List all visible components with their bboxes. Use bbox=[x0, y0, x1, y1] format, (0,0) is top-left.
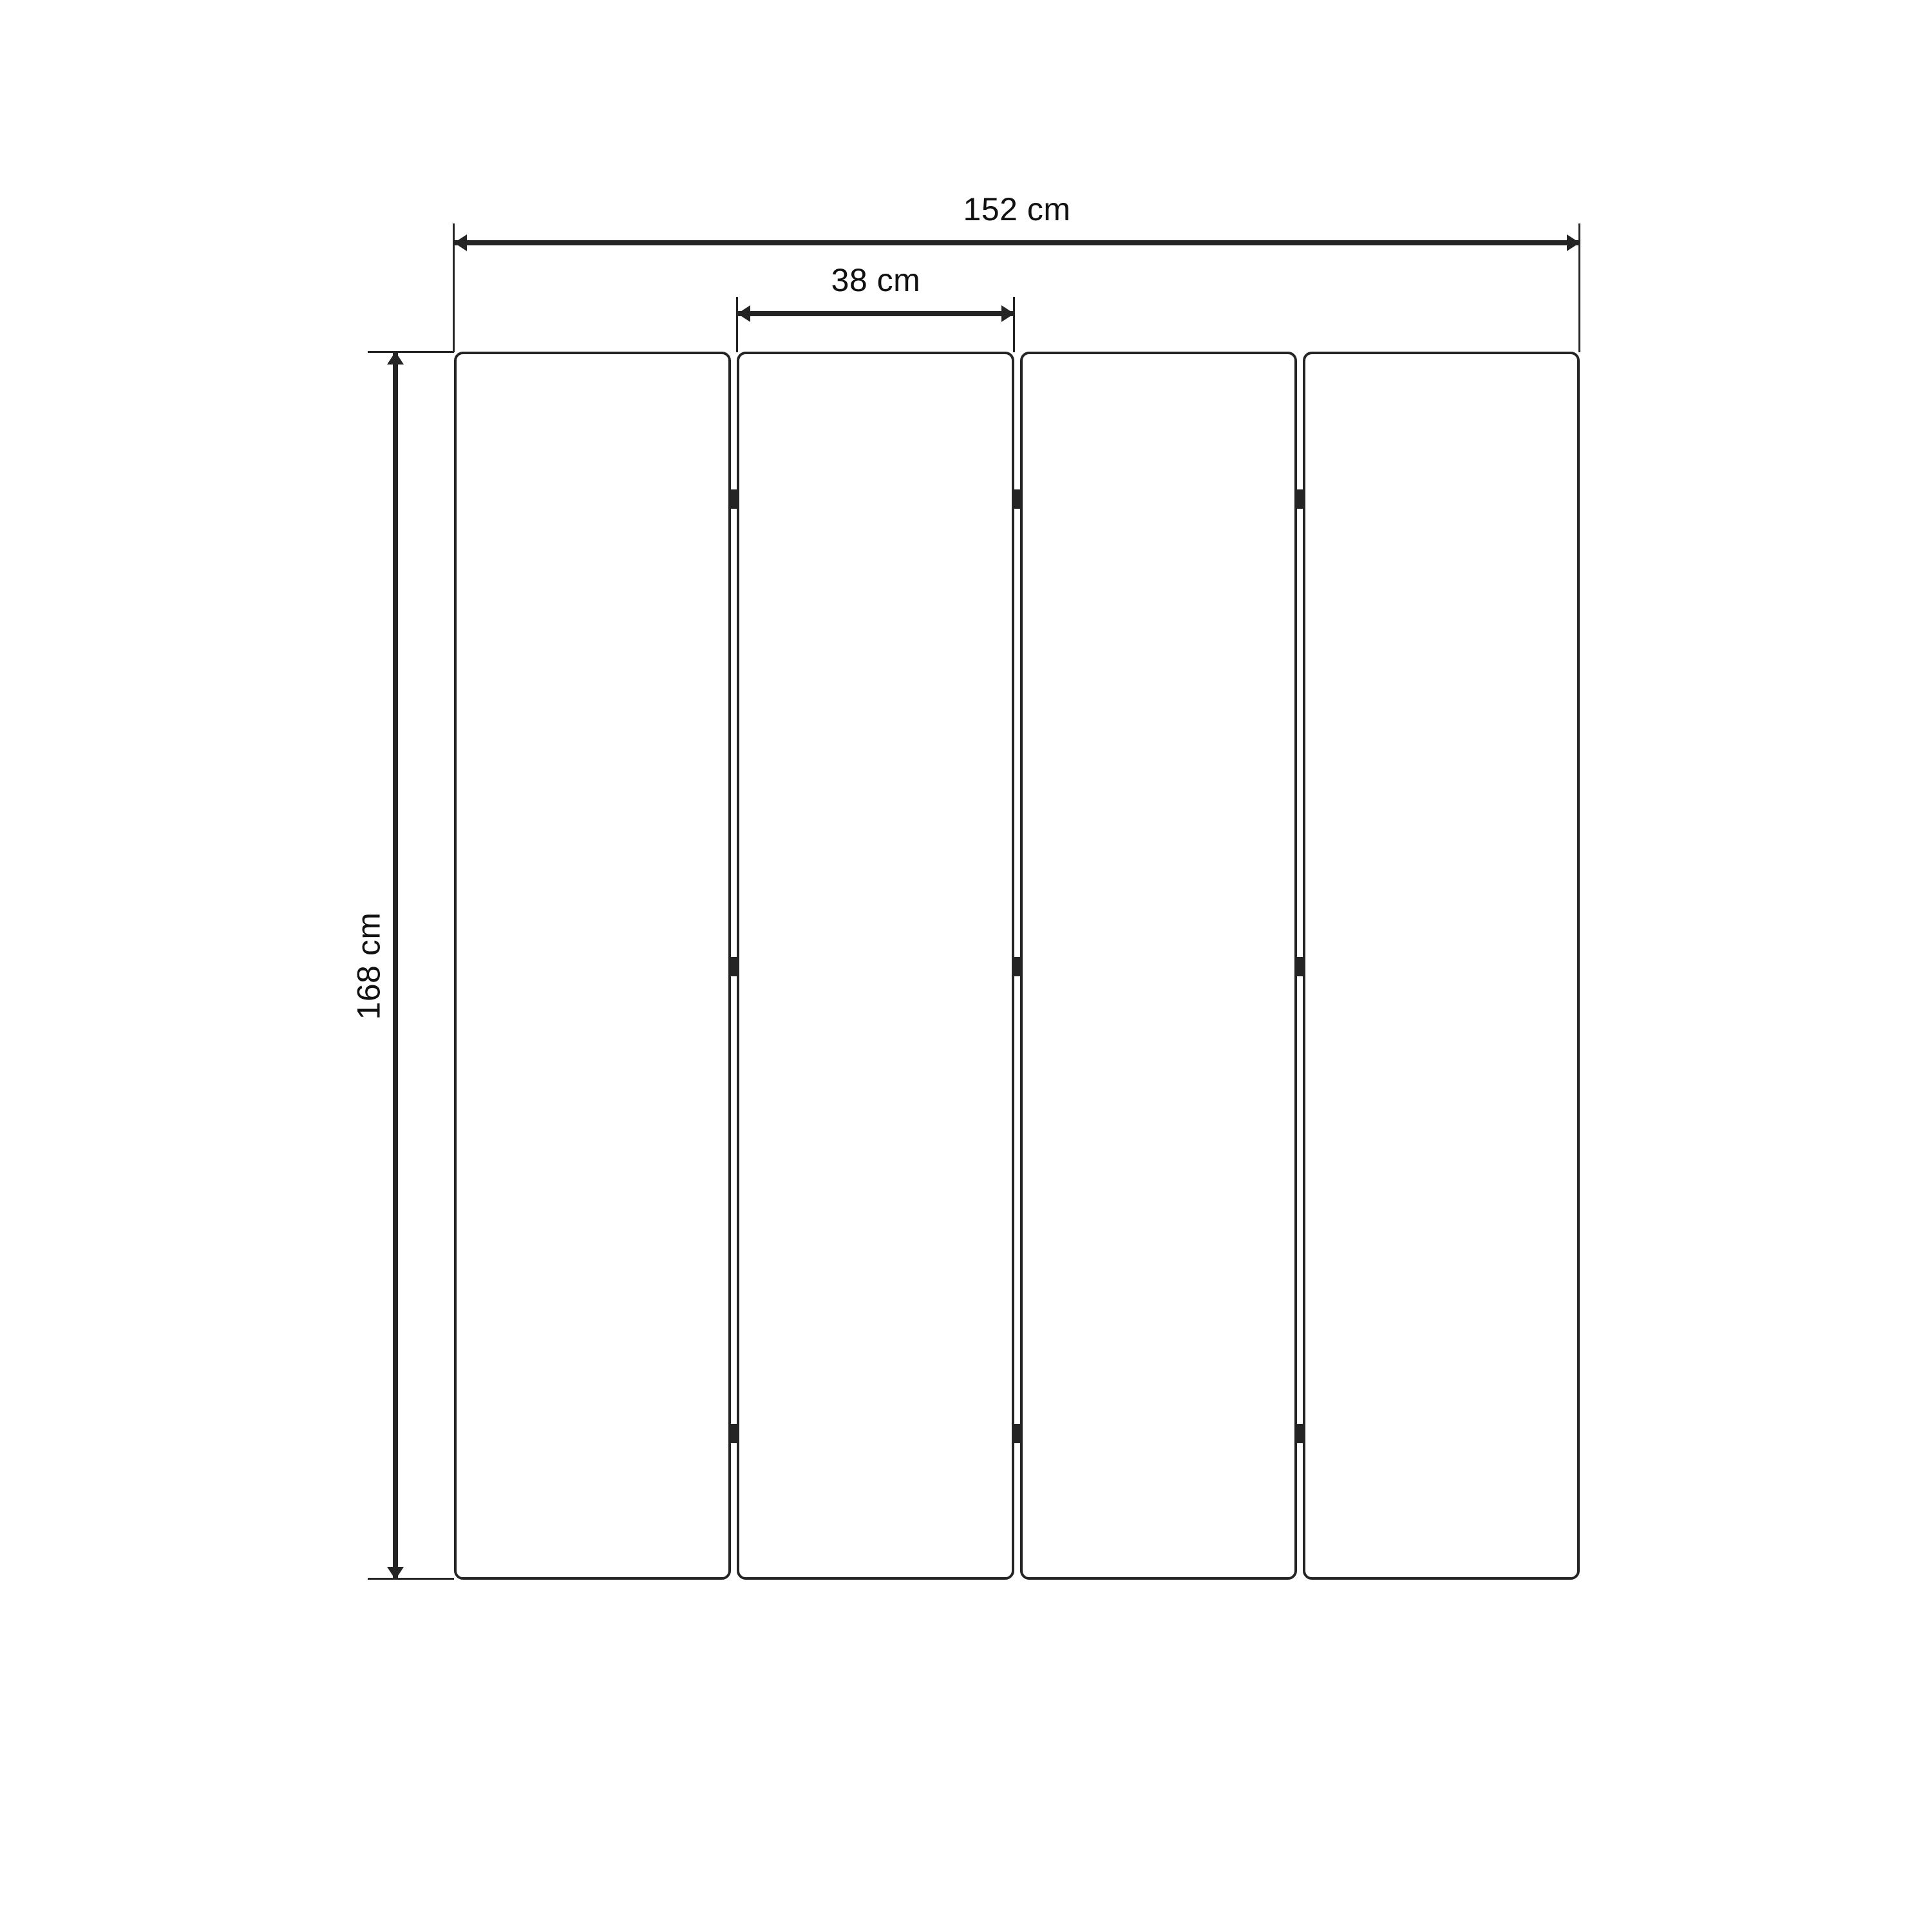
panel-width-dimension-line bbox=[737, 311, 1014, 316]
panel-2 bbox=[737, 352, 1014, 1580]
arrowhead-right-icon bbox=[1001, 305, 1014, 322]
arrowhead-left-icon bbox=[454, 234, 467, 251]
hinge-icon bbox=[1295, 489, 1304, 509]
extension-line-height-bottom bbox=[368, 1578, 454, 1580]
hinge-icon bbox=[730, 489, 739, 509]
hinge-icon bbox=[1012, 957, 1021, 976]
hinge-icon bbox=[730, 1424, 739, 1443]
arrowhead-left-icon bbox=[737, 305, 750, 322]
height-dimension-line bbox=[393, 353, 398, 1580]
total-width-dimension-line bbox=[454, 240, 1580, 245]
panel-3 bbox=[1020, 352, 1297, 1580]
panel-4 bbox=[1303, 352, 1580, 1580]
hinge-icon bbox=[1012, 1424, 1021, 1443]
hinge-icon bbox=[1295, 1424, 1304, 1443]
total-width-label: 152 cm bbox=[963, 191, 1071, 227]
hinge-icon bbox=[1295, 957, 1304, 976]
panel-1 bbox=[454, 352, 731, 1580]
hinge-icon bbox=[1012, 489, 1021, 509]
panel-width-label: 38 cm bbox=[831, 262, 921, 298]
arrowhead-right-icon bbox=[1567, 234, 1580, 251]
height-label: 168 cm bbox=[350, 912, 387, 1020]
arrowhead-down-icon bbox=[387, 1567, 404, 1580]
arrowhead-up-icon bbox=[387, 352, 404, 365]
extension-line-height-top bbox=[368, 351, 454, 353]
hinge-icon bbox=[730, 957, 739, 976]
